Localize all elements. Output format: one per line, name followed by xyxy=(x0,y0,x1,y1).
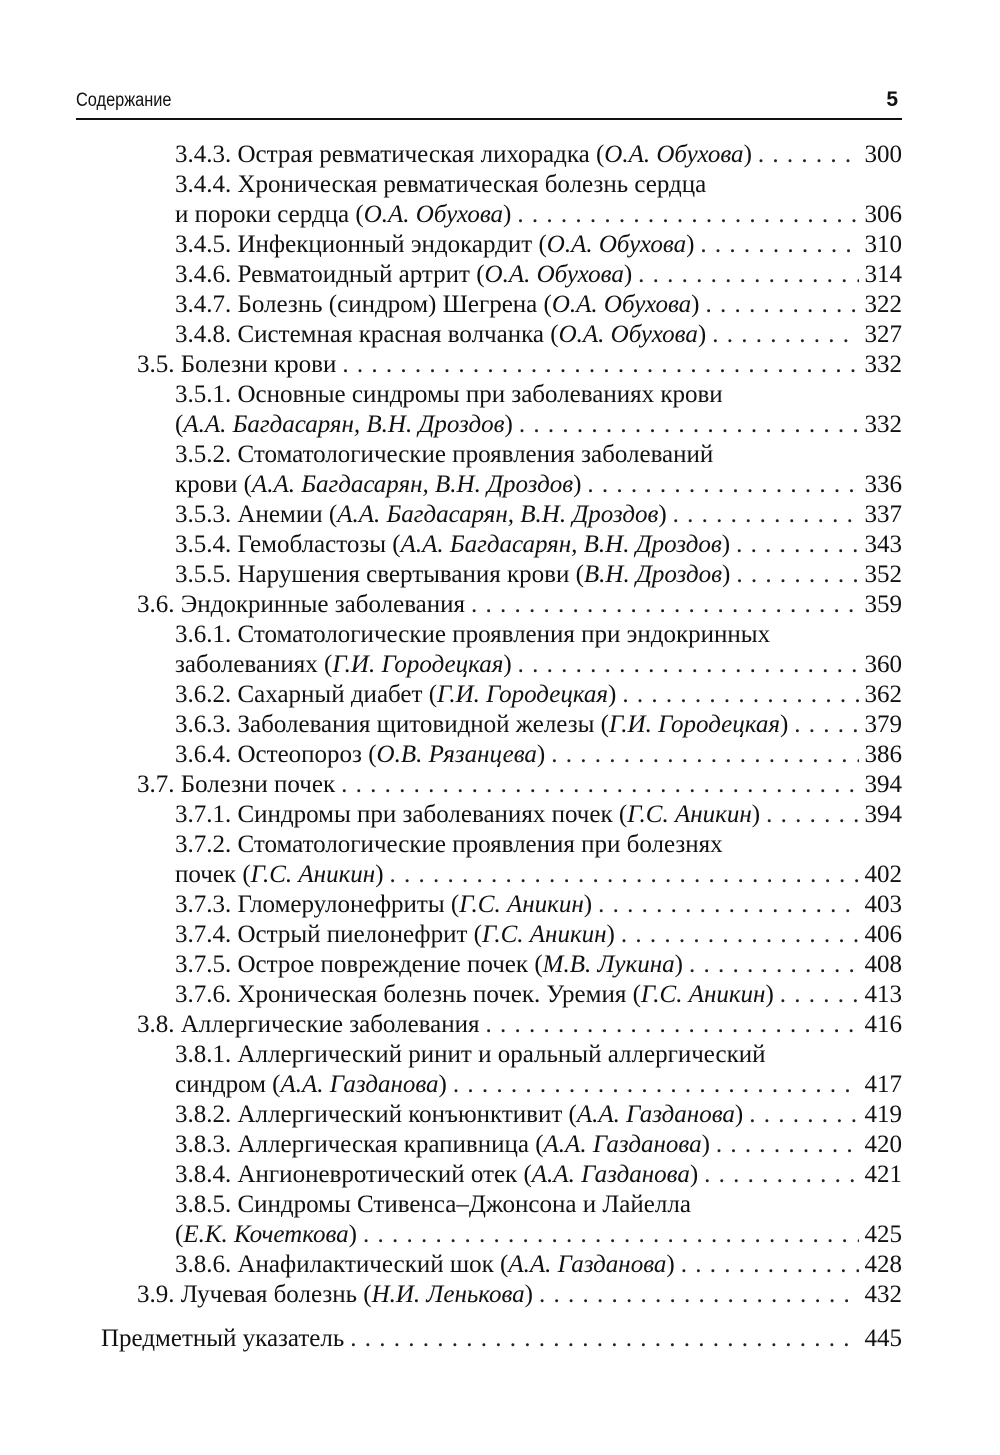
toc-entry[interactable]: 3.6.4. Остеопороз (О.В. Рязанцева) . . . 386 xyxy=(175,740,902,770)
toc-entry-page[interactable]: 445 xyxy=(864,1325,902,1352)
toc-entry-page[interactable]: 416 xyxy=(864,1011,902,1038)
toc-entry-page[interactable]: 322 xyxy=(864,291,902,318)
toc-entry[interactable]: 3.5.1. Основные синдромы при заболеваниях крови (А.А. Багдасарян, В.Н. Дроздов) . . . 332 xyxy=(175,380,902,440)
toc-entry-title-continued: заболеваниях xyxy=(175,651,318,678)
toc-entry-page[interactable]: 352 xyxy=(864,561,902,588)
toc-entry-number: 3.4.8. xyxy=(175,321,232,348)
toc-entry[interactable] xyxy=(137,590,902,620)
dot-leader xyxy=(736,530,858,560)
toc-entry[interactable]: 3.7.2. Стоматологические проявления при болезнях почек (Г.С. Аникин) . . . 402 xyxy=(175,830,902,890)
toc-entry[interactable]: 3.6.1. Стоматологические проявления при эндокринных заболеваниях (Г.И. Городецкая) . . . 360 xyxy=(175,620,902,680)
toc-entry[interactable]: 3.7.5. Острое повреждение почек (М.В. Лукина) . . . 408 xyxy=(175,950,902,980)
toc-entry[interactable]: 3.5.4. Гемобластозы (А.А. Багдасарян, В.Н. Дроздов) . . . 343 xyxy=(175,530,902,560)
dot-leader xyxy=(341,770,858,800)
toc-entry-title: Стоматологические проявления заболеваний xyxy=(237,441,714,468)
toc-entry[interactable]: 3.8.1. Аллергический ринит и оральный аллергический синдром (А.А. Газданова) . . . 417 xyxy=(175,1040,902,1100)
toc-entry-author: Г.И. Городецкая xyxy=(332,651,504,678)
toc-entry-number: 3.7.1. xyxy=(175,801,232,828)
toc-entry-author: О.А. Обухова xyxy=(546,231,687,258)
toc-entry[interactable]: 3.8.5. Синдромы Стивенса–Джонсона и Лайелла (Е.К. Кочеткова) . . . 425 xyxy=(175,1190,902,1250)
toc-entry-author: В.Н. Дроздов xyxy=(583,561,722,588)
toc-entry-number: 3.5.3. xyxy=(175,501,232,528)
toc-entry-number: 3.4.4. xyxy=(175,171,232,198)
toc-entry-number: 3.8.6. xyxy=(175,1251,232,1278)
dot-leader xyxy=(673,500,859,530)
toc-entry-number: 3.7.4. xyxy=(175,921,232,948)
toc-entry-number: 3.6.4. xyxy=(175,741,232,768)
toc-entry-author: Г.И. Городецкая xyxy=(608,711,780,738)
toc-entry-page[interactable]: 421 xyxy=(864,1161,902,1188)
toc-entry-page[interactable]: 419 xyxy=(864,1101,902,1128)
toc-entry-page[interactable]: 362 xyxy=(864,681,902,708)
toc-entry-author: Г.И. Городецкая xyxy=(437,681,609,708)
toc-entry-title: Болезни крови xyxy=(180,351,337,378)
toc-entry[interactable] xyxy=(101,1324,902,1354)
toc-entry-title: Гломерулонефриты xyxy=(237,891,445,918)
toc-entry-page[interactable]: 310 xyxy=(864,231,902,258)
dot-leader xyxy=(350,1324,858,1354)
toc-entry-title: Стоматологические проявления при эндокринных xyxy=(237,621,771,648)
toc-entry-number: 3.4.5. xyxy=(175,231,232,258)
toc-entry-page[interactable]: 408 xyxy=(864,951,902,978)
toc-entry-author: А.А. Багдасарян, В.Н. Дроздов xyxy=(183,411,505,438)
dot-leader xyxy=(587,470,858,500)
toc-entry-title: Болезни почек xyxy=(180,771,336,798)
toc-entry[interactable]: 3.9. Лучевая болезнь (Н.И. Ленькова) . . . 432 xyxy=(137,1280,902,1310)
dot-leader xyxy=(621,920,859,950)
toc-entry-author: А.А. Газданова xyxy=(576,1101,735,1128)
toc-entry-page[interactable]: 406 xyxy=(864,921,902,948)
dot-leader xyxy=(363,1220,859,1250)
toc-entry-page[interactable]: 386 xyxy=(864,741,902,768)
toc-entry[interactable]: 3.8.3. Аллергическая крапивница (А.А. Газданова) . . . 420 xyxy=(175,1130,902,1160)
dot-leader xyxy=(551,740,858,770)
toc-entry-page[interactable]: 360 xyxy=(864,651,902,678)
toc-entry-author: О.А. Обухова xyxy=(551,291,692,318)
toc-entry-title: Острый пиелонефрит xyxy=(237,921,468,948)
dot-leader xyxy=(780,980,859,1010)
toc-entry-page[interactable]: 300 xyxy=(864,141,902,168)
running-header xyxy=(76,84,902,120)
toc-entry-number: 3.7.3. xyxy=(175,891,232,918)
toc-entry-number: 3.4.3. xyxy=(175,141,232,168)
header-page-number: 5 xyxy=(886,88,898,111)
toc-entry-number: 3.6.2. xyxy=(175,681,232,708)
toc-entry-page[interactable]: 327 xyxy=(864,321,902,348)
toc-entry-author: А.А. Багдасарян, В.Н. Дроздов xyxy=(251,471,574,498)
toc-entry-number: 3.6.3. xyxy=(175,711,232,738)
dot-leader xyxy=(471,590,858,620)
toc-entry-page[interactable]: 394 xyxy=(864,801,902,828)
dot-leader xyxy=(705,290,858,320)
toc-entry-title: Основные синдромы при заболеваниях крови xyxy=(237,381,723,408)
toc-entry[interactable]: 3.8.6. Анафилактический шок (А.А. Газданова) . . . 428 xyxy=(175,1250,902,1280)
toc-entry-title: Аллергическая крапивница xyxy=(237,1131,529,1158)
toc-entry-number: 3.5.2. xyxy=(175,441,232,468)
toc-entry-title: Анемии xyxy=(237,501,323,528)
toc-entry-author: О.А. Обухова xyxy=(484,261,624,288)
toc-entry-title: Лучевая болезнь xyxy=(180,1281,357,1308)
toc-entry-title: Остеопороз xyxy=(237,741,362,768)
toc-entry-author: Г.С. Аникин xyxy=(627,801,752,828)
dot-leader xyxy=(517,200,858,230)
toc-entry-title: Аллергические заболевания xyxy=(180,1011,480,1038)
toc-entry-number: 3.5.1. xyxy=(175,381,232,408)
toc-entry-author: О.А. Обухова xyxy=(363,201,504,228)
toc-entry[interactable]: 3.4.3. Острая ревматическая лихорадка (О.А. Обухова) . . . 300 xyxy=(175,140,902,170)
dot-leader xyxy=(519,410,859,440)
toc-entry-author: Г.С. Аникин xyxy=(250,861,376,888)
toc-entry-page[interactable]: 343 xyxy=(864,531,902,558)
toc-entry-title: Инфекционный эндокардит xyxy=(237,231,533,258)
toc-entry-page[interactable]: 314 xyxy=(864,261,902,288)
toc-entry-title: Острая ревматическая лихорадка xyxy=(237,141,590,168)
dot-leader xyxy=(390,860,859,890)
toc-entry[interactable]: 3.4.6. Ревматоидный артрит (О.А. Обухова) . . . 314 xyxy=(175,260,902,290)
toc-entry-number: 3.7.2. xyxy=(175,831,232,858)
toc-entry-page[interactable]: 359 xyxy=(864,591,902,618)
toc-entry-number: 3.8.5. xyxy=(175,1191,232,1218)
toc-entry-title: Аллергический конъюнктивит xyxy=(237,1101,563,1128)
toc-entry-author: А.А. Багдасарян, В.Н. Дроздов xyxy=(337,501,659,528)
toc-entry[interactable]: 3.7.4. Острый пиелонефрит (Г.С. Аникин) . . . 406 xyxy=(175,920,902,950)
toc-entry[interactable]: 3.4.8. Системная красная волчанка (О.А. Обухова) . . . 327 xyxy=(175,320,902,350)
toc-entry[interactable]: 3.7.6. Хроническая болезнь почек. Уремия (Г.С. Аникин) . . . 413 xyxy=(175,980,902,1010)
toc-entry-title: Ревматоидный артрит xyxy=(237,261,470,288)
toc-entry-number: 3.8.4. xyxy=(175,1161,232,1188)
toc-entry-title: Аллергический ринит и оральный аллергический xyxy=(237,1041,766,1068)
dot-leader xyxy=(704,1160,858,1190)
dot-leader xyxy=(638,260,858,290)
toc-entry-page[interactable]: 425 xyxy=(864,1221,902,1248)
toc-entry-title: Болезнь (синдром) Шегрена xyxy=(237,291,538,318)
toc-entry-author: Г.С. Аникин xyxy=(640,981,766,1008)
toc-entry-title: Острое повреждение почек xyxy=(237,951,529,978)
toc-entry-author: Г.С. Аникин xyxy=(459,891,584,918)
dot-leader xyxy=(766,800,858,830)
toc-entry-author: Н.И. Ленькова xyxy=(371,1281,525,1308)
toc-entry-number: 3.6.1. xyxy=(175,621,232,648)
toc-entry[interactable] xyxy=(137,350,902,380)
dot-leader xyxy=(712,320,858,350)
toc-entry-number: 3.4.6. xyxy=(175,261,232,288)
dot-leader xyxy=(700,230,858,260)
toc-entry[interactable]: 3.4.7. Болезнь (синдром) Шегрена (О.А. Обухова) . . . 322 xyxy=(175,290,902,320)
toc-entry-number: 3.8.2. xyxy=(175,1101,232,1128)
toc-entry-title: Эндокринные заболевания xyxy=(180,591,466,618)
toc-entry-title-continued: синдром xyxy=(175,1071,266,1098)
toc-entry-page[interactable]: 394 xyxy=(864,771,902,798)
toc-entry-title: Сахарный диабет xyxy=(237,681,423,708)
dot-leader xyxy=(622,680,858,710)
toc-entry-author: О.А. Обухова xyxy=(558,321,698,348)
toc-entry-number: 3.5. xyxy=(137,351,175,378)
toc-entry-page[interactable]: 379 xyxy=(864,711,902,738)
dot-leader xyxy=(598,890,858,920)
toc-entry-number: 3.8.3. xyxy=(175,1131,232,1158)
toc-entry[interactable]: 3.5.3. Анемии (А.А. Багдасарян, В.Н. Дроздов) . . . 337 xyxy=(175,500,902,530)
toc-entry[interactable]: 3.5.5. Нарушения свертывания крови (В.Н. Дроздов) . . . 352 xyxy=(175,560,902,590)
toc-entry-page[interactable]: 403 xyxy=(864,891,902,918)
toc-entry-title-continued: и пороки сердца xyxy=(175,201,350,228)
toc-entry[interactable]: 3.6.2. Сахарный диабет (Г.И. Городецкая) . . . 362 xyxy=(175,680,902,710)
toc-entry[interactable]: 3.6.3. Заболевания щитовидной железы (Г.И. Городецкая) . . . 379 xyxy=(175,710,902,740)
dot-leader xyxy=(736,560,858,590)
toc-entry-page[interactable]: 337 xyxy=(864,501,902,528)
toc-entry-title: Хроническая ревматическая болезнь сердца xyxy=(237,171,707,198)
toc-entry-author: А.А. Багдасарян, В.Н. Дроздов xyxy=(400,531,722,558)
toc-entry-title-continued: почек xyxy=(175,861,237,888)
dot-leader xyxy=(486,1010,859,1040)
toc-entry[interactable]: 3.8.2. Аллергический конъюнктивит (А.А. Газданова) . . . 419 xyxy=(175,1100,902,1130)
toc-entry-author: О.В. Рязанцева xyxy=(376,741,537,768)
dot-leader xyxy=(689,950,859,980)
toc-entry-author: А.А. Газданова xyxy=(508,1251,667,1278)
toc-entry-title: Гемобластозы xyxy=(237,531,386,558)
toc-entry-number: 3.5.4. xyxy=(175,531,232,558)
toc-entry[interactable]: 3.4.5. Инфекционный эндокардит (О.А. Обухова) . . . 310 xyxy=(175,230,902,260)
toc-entry-author: А.А. Газданова xyxy=(531,1161,690,1188)
toc-entry-author: М.В. Лукина xyxy=(542,951,675,978)
toc-entry-page[interactable]: 332 xyxy=(864,351,902,378)
toc-entry-title: Анафилактический шок xyxy=(237,1251,494,1278)
toc-entry-number: 3.8.1. xyxy=(175,1041,232,1068)
toc-entry[interactable]: 3.7.3. Гломерулонефриты (Г.С. Аникин) . . . 403 xyxy=(175,890,902,920)
toc-entry-title: Системная красная волчанка xyxy=(237,321,544,348)
toc-entry-number: 3.8. xyxy=(137,1011,175,1038)
toc-entry-page[interactable]: 336 xyxy=(864,471,902,498)
dot-leader xyxy=(518,650,859,680)
toc-entry-author: А.А. Газданова xyxy=(543,1131,702,1158)
toc-entry[interactable] xyxy=(137,770,902,800)
toc-entry-number: 3.4.7. xyxy=(175,291,232,318)
toc-entry-number: 3.7. xyxy=(137,771,175,798)
dot-leader xyxy=(453,1070,859,1100)
dot-leader xyxy=(758,140,859,170)
toc-entry-page[interactable]: 417 xyxy=(864,1071,902,1098)
toc-entry[interactable]: 3.8.4. Ангионевротический отек (А.А. Газданова) . . . 421 xyxy=(175,1160,902,1190)
dot-leader xyxy=(716,1130,859,1160)
toc-entry-page[interactable]: 413 xyxy=(864,981,902,1008)
toc-entry-number: 3.7.5. xyxy=(175,951,232,978)
toc-entry-page[interactable]: 332 xyxy=(864,411,902,438)
toc-entry-number: 3.9. xyxy=(137,1281,175,1308)
toc-entry-author: Е.К. Кочеткова xyxy=(183,1221,349,1248)
toc-entry-number: 3.7.6. xyxy=(175,981,232,1008)
toc-entry-page[interactable]: 306 xyxy=(864,201,902,228)
toc-entry-author: Г.С. Аникин xyxy=(482,921,607,948)
dot-leader xyxy=(342,350,858,380)
toc-entry-page[interactable]: 432 xyxy=(864,1281,902,1308)
toc-entry-title: Хроническая болезнь почек. Уремия xyxy=(237,981,627,1008)
toc-entry-title-continued: крови xyxy=(175,471,238,498)
toc-entry-author: О.А. Обухова xyxy=(604,141,744,168)
toc-entry-number: 3.6. xyxy=(137,591,175,618)
dot-leader xyxy=(681,1250,859,1280)
dot-leader xyxy=(794,710,858,740)
toc-entry-title: Ангионевротический отек xyxy=(237,1161,518,1188)
toc-entry-page[interactable]: 428 xyxy=(864,1251,902,1278)
toc-entry[interactable]: 3.4.4. Хроническая ревматическая болезнь сердца и пороки сердца (О.А. Обухова) . . . 306 xyxy=(175,170,902,230)
dot-leader xyxy=(539,1280,859,1310)
toc-entry[interactable] xyxy=(137,1010,902,1040)
toc-entry-title: Предметный указатель xyxy=(101,1325,345,1352)
toc-entry-page[interactable]: 402 xyxy=(864,861,902,888)
toc-entry-title: Синдромы Стивенса–Джонсона и Лайелла xyxy=(237,1191,691,1218)
toc-entry-title: Нарушения свертывания крови xyxy=(237,561,570,588)
toc-entry-author: А.А. Газданова xyxy=(280,1071,439,1098)
dot-leader xyxy=(749,1100,858,1130)
toc-entry-page[interactable]: 420 xyxy=(864,1131,902,1158)
toc-entry-number: 3.5.5. xyxy=(175,561,232,588)
toc-entry-title: Заболевания щитовидной железы xyxy=(237,711,595,738)
header-title: Содержание xyxy=(76,90,172,111)
toc-entry[interactable]: 3.5.2. Стоматологические проявления заболеваний крови (А.А. Багдасарян, В.Н. Дроздов) . . . 336 xyxy=(175,440,902,500)
toc-entry-title: Стоматологические проявления при болезнях xyxy=(237,831,723,858)
toc-entry-title: Синдромы при заболеваниях почек xyxy=(237,801,613,828)
toc-entry[interactable]: 3.7.1. Синдромы при заболеваниях почек (Г.С. Аникин) . . . 394 xyxy=(175,800,902,830)
